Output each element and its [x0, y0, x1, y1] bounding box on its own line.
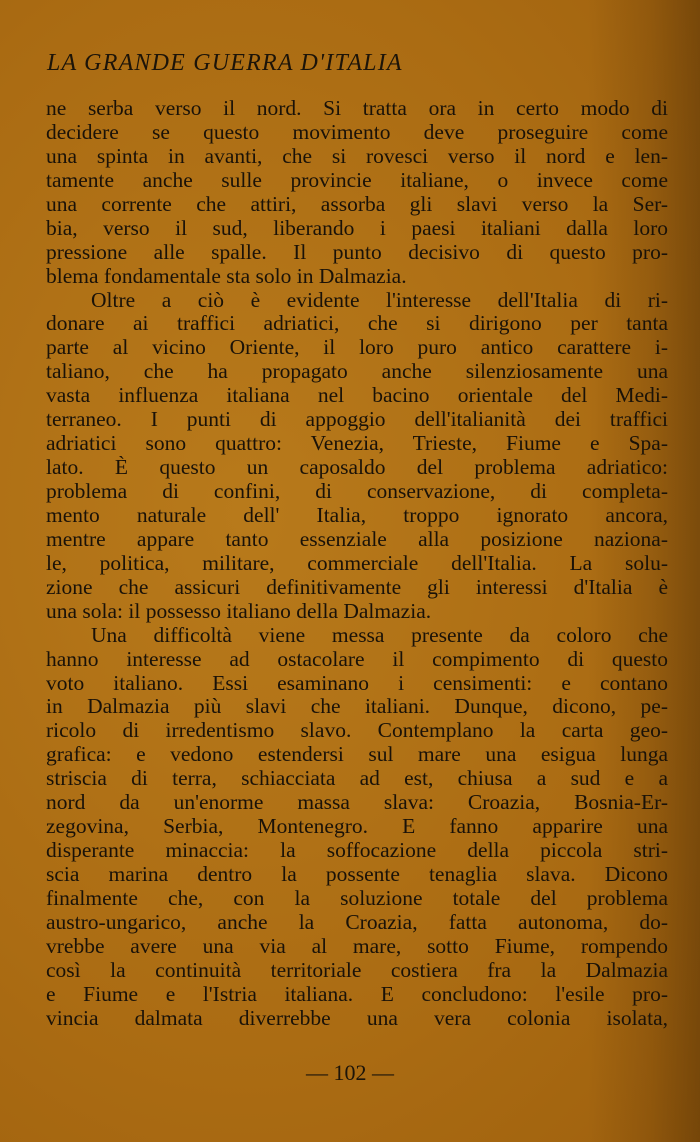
text-line: ne serba verso il nord. Si tratta ora in certo modo di [46, 97, 668, 120]
text-line: blema fondamentale sta solo in Dalmazia. [46, 264, 407, 288]
text-line: adriatici sono quattro: Venezia, Trieste, Fiume e Spa- [46, 432, 668, 456]
text-line: finalmente che, con la soluzione totale del problema [46, 886, 668, 910]
text-line: vincia dalmata diverrebbe una vera colonia isolata, [46, 1006, 668, 1030]
text-line: terraneo. I punti di appoggio dell'italianità dei traffici [46, 408, 668, 432]
text-line: nord da un'enorme massa slava: Croazia, Bosnia-Er- [46, 791, 668, 815]
text-line: bia, verso il sud, liberando i paesi italiani dalla loro [46, 216, 668, 240]
text-line: vrebbe avere una via al mare, sotto Fiume, rompendo [46, 934, 668, 958]
text-line: così la continuità territoriale costiera fra la Dalmazia [46, 958, 668, 982]
text-line: una spinta in avanti, che si rovesci verso il nord e len- [46, 144, 668, 168]
text-line: disperante minaccia: la soffocazione della piccola stri- [46, 839, 668, 863]
text-line: le, politica, militare, commerciale dell'Italia. La solu- [46, 551, 668, 575]
text-line: una sola: il possesso italiano della Dalmazia. [46, 599, 432, 623]
text-line: decidere se questo movimento deve proseguire come [46, 120, 668, 144]
text-line: zegovina, Serbia, Montenegro. E fanno apparire una [46, 815, 668, 839]
text-line: una corrente che attiri, assorba gli slavi verso la Ser- [46, 192, 668, 216]
text-line: mentre appare tanto essenziale alla posizione naziona- [46, 527, 668, 551]
text-line: taliano, che ha propagato anche silenziosamente una [46, 360, 668, 384]
page-number: — 102 — [306, 1060, 394, 1085]
text-line: mento naturale dell' Italia, troppo ignorato ancora, [46, 503, 668, 527]
body-text [46, 97, 668, 1031]
text-line: pressione alle spalle. Il punto decisivo di questo pro- [46, 240, 668, 264]
paragraph [46, 624, 668, 1031]
text-line: in Dalmazia più slavi che italiani. Dunque, dicono, pe- [46, 695, 668, 719]
text-line: parte al vicino Oriente, il loro puro antico carattere i- [46, 336, 668, 360]
text-line: tamente anche sulle provincie italiane, o invece come [46, 168, 668, 192]
text-line: grafica: e vedono estendersi sul mare una esigua lunga [46, 743, 668, 767]
text-line: hanno interesse ad ostacolare il compimento di questo [46, 647, 668, 671]
running-header: LA GRANDE GUERRA D'ITALIA [47, 50, 403, 76]
text-line: austro-ungarico, anche la Croazia, fatta autonoma, do- [46, 910, 668, 934]
text-line: donare ai traffici adriatici, che si dirigono per tanta [46, 312, 668, 336]
text-line: Oltre a ciò è evidente l'interesse dell'Italia di ri- [91, 288, 668, 312]
text-line: zione che assicuri definitivamente gli interessi d'Italia è [46, 575, 668, 599]
text-line: e Fiume e l'Istria italiana. E concludono: l'esile pro- [46, 982, 668, 1006]
text-line: vasta influenza italiana nel bacino orientale del Medi- [46, 384, 668, 408]
text-line: ricolo di irredentismo slavo. Contemplano la carta geo- [46, 719, 668, 743]
text-line: voto italiano. Essi esaminano i censimenti: e contano [46, 671, 668, 695]
text-line: scia marina dentro la possente tenaglia slava. Dicono [46, 863, 668, 886]
text-line: problema di confini, di conservazione, di completa- [46, 480, 668, 503]
paragraph [46, 97, 668, 289]
text-line: Una difficoltà viene messa presente da coloro che [91, 623, 668, 647]
text-line: lato. È questo un caposaldo del problema adriatico: [46, 456, 668, 480]
paragraph [46, 289, 668, 624]
text-line: striscia di terra, schiacciata ad est, chiusa a sud e a [46, 767, 668, 791]
